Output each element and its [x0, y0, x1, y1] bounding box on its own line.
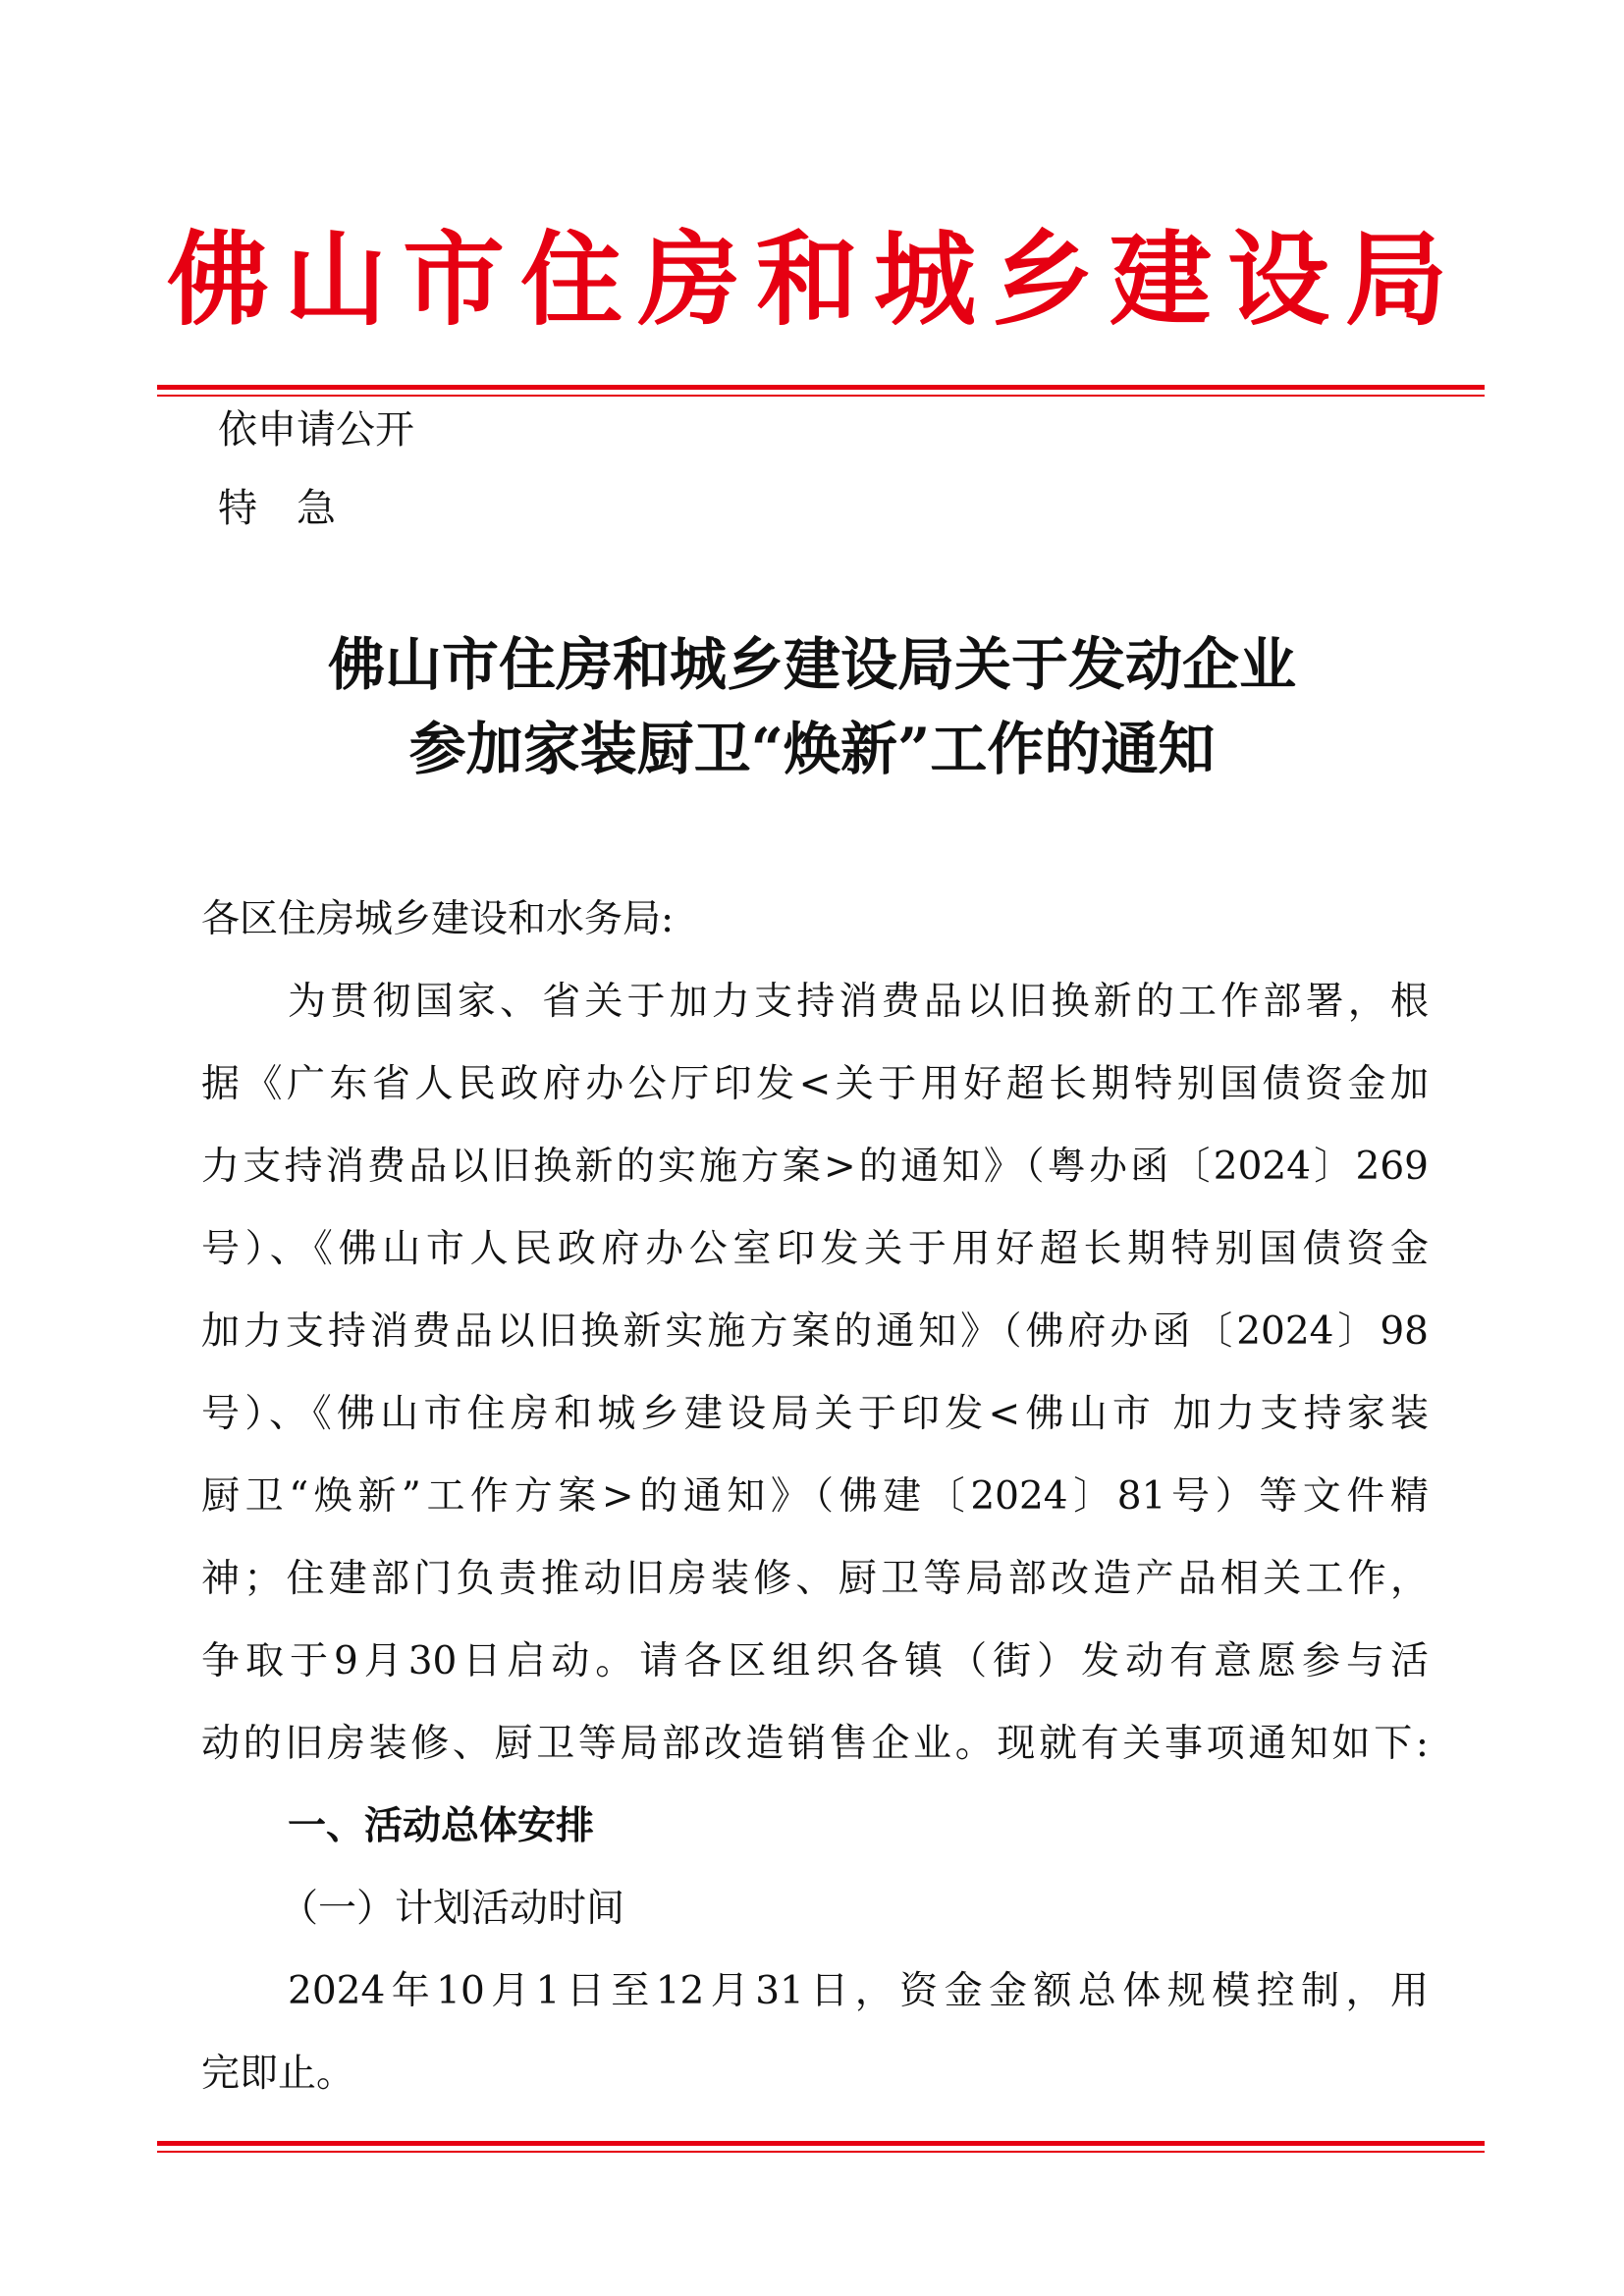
paragraph-line: 完即止。	[201, 2052, 355, 2096]
document-body	[201, 879, 1429, 2115]
masthead-agency-name: 佛山市住房和城乡建设局	[166, 219, 1463, 340]
recipient-line: 各区住房城乡建设和水务局:	[201, 897, 675, 941]
paragraph-line: 为贯彻国家、省关于加力支持消费品以旧换新的工作部署，根	[288, 980, 1429, 1024]
paragraph-2	[201, 1950, 1429, 2115]
section-heading: 一、活动总体安排	[288, 1804, 595, 1848]
paragraph-line: 加力支持消费品以旧换新实施方案的通知》（佛府办函〔2024〕98	[201, 1309, 1429, 1354]
paragraph-line: 争取于9月30日启动。请各区组织各镇（街）发动有意愿参与活	[201, 1639, 1429, 1683]
footer-red-rule-thin	[157, 2151, 1485, 2153]
disclosure-label: 依申请公开	[218, 407, 414, 453]
paragraph-line: 号）、《佛山市人民政府办公室印发关于用好超长期特别国债资金	[201, 1227, 1429, 1271]
document-title-line1: 佛山市住房和城乡建设局关于发动企业	[327, 631, 1296, 698]
paragraph-line: 动的旧房装修、厨卫等局部改造销售企业。现就有关事项通知如下:	[201, 1722, 1429, 1766]
masthead-red-rule-thin	[157, 395, 1485, 397]
urgency-label: 特 急	[218, 486, 336, 531]
paragraph-line: 力支持消费品以旧换新的实施方案>的通知》（粤办函〔2024〕269	[201, 1145, 1429, 1189]
paragraph-1	[201, 961, 1429, 1786]
paragraph-line: 号）、《佛山市住房和城乡建设局关于印发<佛山市 加力支持家装	[201, 1392, 1429, 1436]
masthead-red-rule-thick	[157, 385, 1485, 390]
paragraph-line: 2024年10月1日至12月31日，资金金额总体规模控制，用	[288, 1969, 1429, 2013]
paragraph-line: 神；住建部门负责推动旧房装修、厨卫等局部改造产品相关工作，	[201, 1557, 1429, 1601]
footer-red-rule-thick	[157, 2141, 1485, 2146]
document-title-line2: 参加家装厨卫“焕新”工作的通知	[408, 716, 1216, 782]
paragraph-line: 厨卫“焕新”工作方案>的通知》（佛建〔2024〕81号）等文件精	[201, 1474, 1429, 1519]
paragraph-line: 据《广东省人民政府办公厅印发<关于用好超长期特别国债资金加	[201, 1062, 1429, 1106]
subsection-heading: （一）计划活动时间	[280, 1887, 625, 1931]
